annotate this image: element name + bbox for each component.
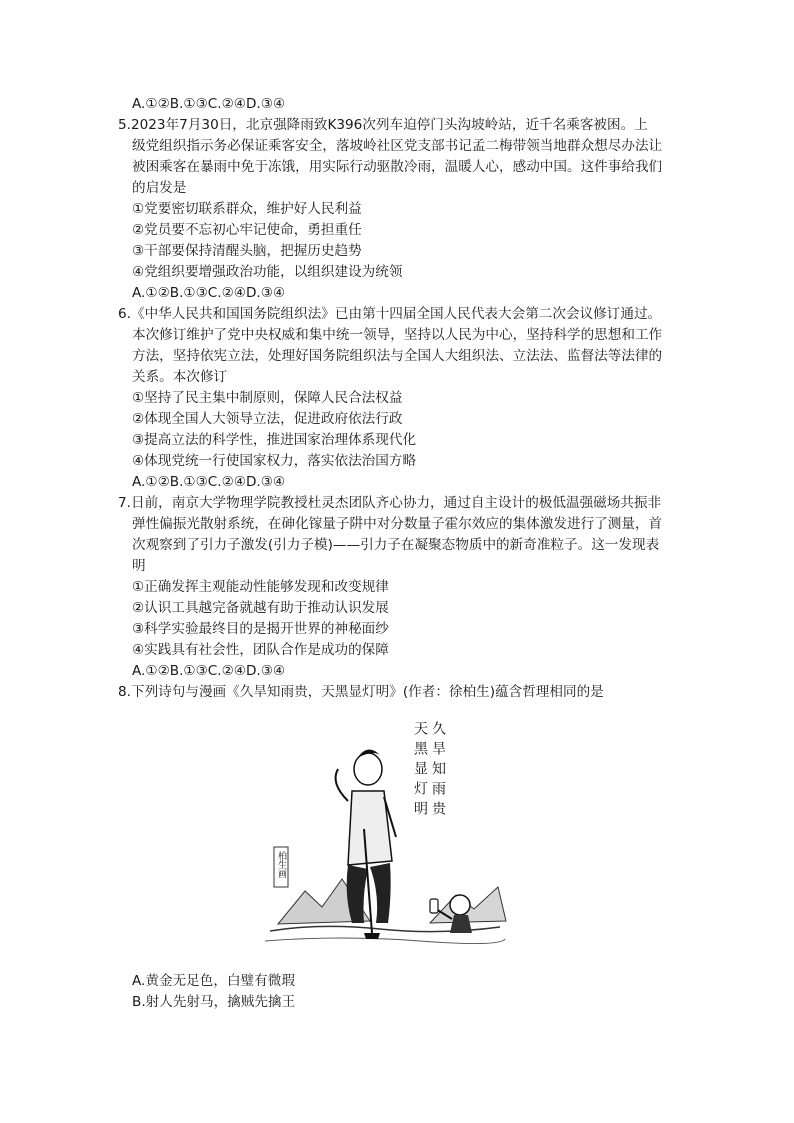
content-column [118, 94, 686, 1013]
question-stem-line: 5.2023年7月30日，北京强降雨致K396次列车迫停门头沟坡岭站，近千名乘客被困。上 [118, 117, 648, 133]
answer-choices: A.①②B.①③C.②④D.③④ [132, 663, 286, 679]
question-stem-line: 8.下列诗句与漫画《久旱知雨贵，天黑显灯明》(作者：徐柏生)蕴含哲理相同的是 [118, 684, 604, 700]
question-stem-line: 明 [132, 558, 146, 574]
statement-option: ①党要密切联系群众，维护好人民利益 [132, 201, 362, 217]
child-bottle [430, 899, 438, 913]
ground-shadow [265, 938, 505, 944]
statement-option: ③科学实验最终目的是揭开世界的神秘面纱 [132, 621, 389, 637]
child-head [450, 895, 470, 915]
hoe-blade [364, 933, 380, 939]
cartoon-signature: 柏生画 [276, 851, 286, 878]
man-leg-right [370, 863, 391, 923]
question-stem-line: 方法，坚持依宪立法，处理好国务院组织法与全国人大组织法、立法法、监督法等法律的 [132, 348, 663, 364]
question-stem-line: 7.日前，南京大学物理学院教授杜灵杰团队齐心协力，通过自主设计的极低温强磁场共振非 [118, 495, 662, 511]
question-number: 6. [118, 306, 131, 322]
question-8 [118, 682, 686, 703]
statement-option: ②体现全国人大领导立法，促进政府依法行政 [132, 411, 403, 427]
statement-option: ③提高立法的科学性，推进国家治理体系现代化 [132, 432, 417, 448]
statement-option: ①坚持了民主集中制原则，保障人民合法权益 [132, 390, 403, 406]
question-stem-line: 次观察到了引力子激发(引力子模)——引力子在凝聚态物质中的新奇准粒子。这一发现表 [132, 537, 660, 553]
statement-option: ②认识工具越完备就越有助于推动认识发展 [132, 600, 389, 616]
cartoon-illustration [260, 709, 510, 971]
q8-choice-b: B.射人先射马，擒贼先擒王 [132, 994, 296, 1010]
man-head [354, 753, 382, 785]
statement-option: ④实践具有社会性，团队合作是成功的保障 [132, 642, 389, 658]
statement-option: ④党组织要增强政治功能，以组织建设为统领 [132, 264, 403, 280]
question-stem-line: 关系。本次修订 [132, 369, 228, 385]
statement-option: ②党员要不忘初心牢记使命，勇担重任 [132, 222, 362, 238]
man-raised-arm [336, 769, 348, 801]
q4-answer-choices: A.①②B.①③C.②④D.③④ [132, 96, 286, 112]
question-stem-line: 的启发是 [132, 180, 187, 196]
q8-choice-a: A.黄金无足色，白璧有微瑕 [132, 973, 295, 989]
question-7 [118, 493, 686, 682]
answer-choices: A.①②B.①③C.②④D.③④ [132, 474, 286, 490]
statement-option: ③干部要保持清醒头脑，把握历史趋势 [132, 243, 362, 259]
cartoon-figure [118, 709, 686, 971]
cartoon-caption-left: 天黑显灯明 [412, 721, 428, 821]
cartoon-caption-right: 久旱知雨贵 [430, 721, 446, 821]
question-stem-line: 级党组织指示务必保证乘客安全，落坡岭社区党支部书记孟二梅带领当地群众想尽办法让 [132, 138, 663, 154]
statement-option: ④体现党统一行使国家权力，落实依法治国方略 [132, 453, 417, 469]
question-stem-line: 弹性偏振光散射系统，在砷化镓量子阱中对分数量子霍尔效应的集体激发进行了测量，首 [132, 516, 663, 532]
question-stem-line: 6.《中华人民共和国国务院组织法》已由第十四届全国人民代表大会第二次会议修订通过。 [118, 306, 662, 322]
answer-choices: A.①②B.①③C.②④D.③④ [132, 285, 286, 301]
question-number: 5. [118, 117, 131, 133]
question-stem-line: 本次修订维护了党中央权威和集中统一领导，坚持以人民为中心，坚持科学的思想和工作 [132, 327, 663, 343]
question-number: 7. [118, 495, 131, 511]
question-5 [118, 115, 686, 304]
statement-option: ①正确发挥主观能动性能够发现和改变规律 [132, 579, 389, 595]
question-6 [118, 304, 686, 493]
question-number: 8. [118, 684, 131, 700]
question-stem-line: 被困乘客在暴雨中免于冻饿，用实际行动驱散冷雨，温暖人心，感动中国。这件事给我们 [132, 159, 663, 175]
